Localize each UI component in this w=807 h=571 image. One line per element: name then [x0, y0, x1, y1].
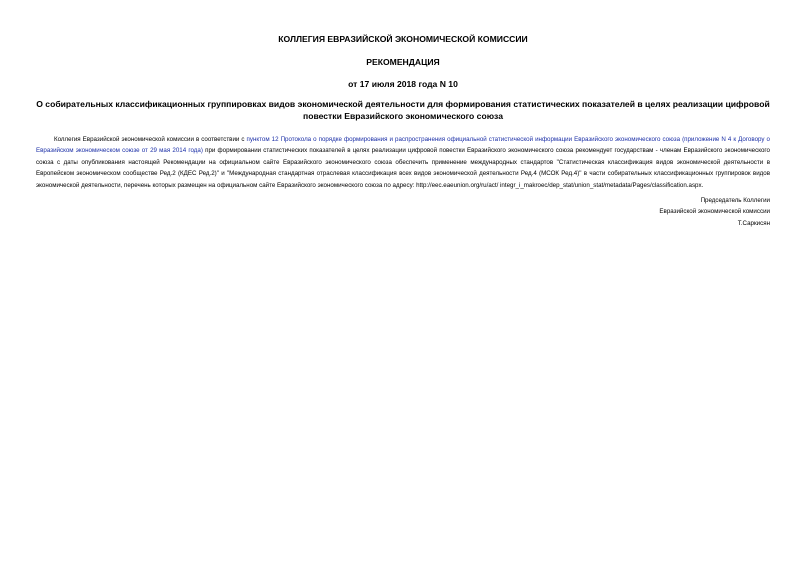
protocol-link[interactable]: пунктом 12 Протокола о порядке формирования и распространения официальной статистической информации Евразийского экономического союза (приложение N 4 к Договору о Евразийском экономическом союзе от 29 мая 2014 года): [36, 136, 770, 155]
document-title: О собирательных классификационных группировках видов экономической деятельности для формирования статистических показателей в целях реализации цифровой повестки Евразийского экономического союза: [36, 99, 770, 121]
body-text-part1: Коллегия Евразийской экономической комиссии в соответствии с: [54, 136, 247, 143]
signature-block: [36, 195, 770, 229]
body-text-part2: при формировании статистических показателей в целях реализации цифровой повестки Евразийского экономического союза рекомендует государствам - членам Евразийского экономического союза с даты опубликования настоящей Рекомендации на официальном сайте Евразийского экономического союза обеспечить применение международных стандартов "Статистическая классификация видов экономической деятельности в Европейском экономическом сообществе Ред.2 (КДЕС Ред.2)" и "Международная стандартная отраслевая классификация всех видов экономической деятельности Ред.4 (МСОК Ред.4)" в части собирательных классификационных группировок видов экономической деятельности, перечень которых размещен на официальном сайте Евразийского экономического союза по адресу: http://eec.eaeunion.org/ru/act/ integr_i_makroec/dep_stat/union_stat/metadata/Pages/classification.aspx.: [36, 147, 770, 189]
recommendation-text: [36, 134, 770, 191]
signatory-name: Т.Саркисян: [737, 219, 770, 227]
document-page: [36, 30, 770, 229]
document-type: РЕКОМЕНДАЦИЯ: [366, 57, 440, 67]
document-date: от 17 июля 2018 года N 10: [348, 79, 458, 89]
signatory-organization: Евразийской экономической комиссии: [659, 208, 770, 216]
signatory-position: Председатель Коллегии: [700, 197, 770, 205]
issuing-body: КОЛЛЕГИЯ ЕВРАЗИЙСКОЙ ЭКОНОМИЧЕСКОЙ КОМИССИИ: [278, 34, 528, 44]
